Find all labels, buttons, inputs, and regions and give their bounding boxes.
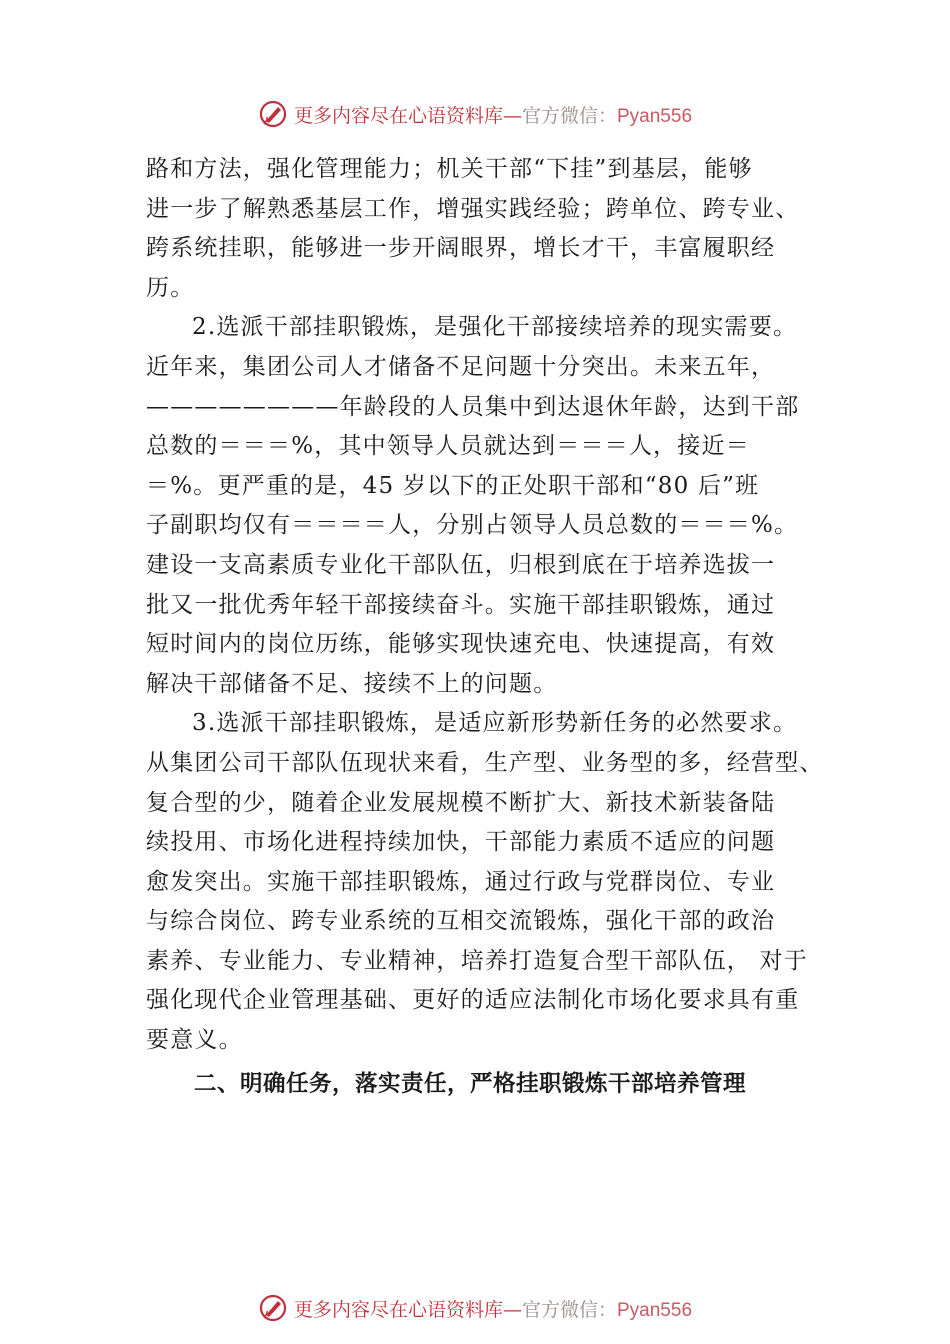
text-line: 历。 bbox=[146, 274, 195, 301]
text-line: 进一步了解熟悉基层工作，增强实践经验；跨单位、跨专业、 bbox=[146, 195, 800, 222]
text-line: 子副职均仅有＝＝＝＝人，分别占领导人员总数的＝＝＝%。 bbox=[146, 512, 799, 539]
footer-watermark-wechat: Pyan556 bbox=[617, 1299, 693, 1321]
text-line: 路和方法，强化管理能力；机关干部“下挂”到基层，能够 bbox=[146, 156, 753, 182]
text-line: 与综合岗位、跨专业系统的互相交流锻炼，强化干部的政治 bbox=[146, 908, 776, 935]
document-body bbox=[146, 150, 826, 1104]
header-watermark-separator: — bbox=[502, 104, 522, 127]
text-line: ————————年龄段的人员集中到达退休年龄，达到干部 bbox=[146, 393, 800, 420]
quill-logo-icon bbox=[258, 99, 288, 129]
footer-watermark-label: 官方微信： bbox=[521, 1298, 617, 1321]
text-line: 短时间内的岗位历练，能够实现快速充电、快速提高，有效 bbox=[146, 631, 776, 658]
text-line: 总数的＝＝＝%，其中领导人员就达到＝＝＝人，接近＝ bbox=[146, 433, 750, 460]
text-line: 复合型的少，随着企业发展规模不断扩大、新技术新装备陆 bbox=[146, 789, 776, 816]
text-line: 强化现代企业管理基础、更好的适应法制化市场化要求具有重 bbox=[146, 987, 800, 1014]
footer-watermark bbox=[0, 1288, 950, 1328]
text-line: 3.选派干部挂职锻炼，是适应新形势新任务的必然要求。 bbox=[192, 710, 798, 737]
text-line: 愈发突出。实施干部挂职锻炼，通过行政与党群岗位、专业 bbox=[146, 868, 776, 895]
header-watermark-wechat: Pyan556 bbox=[617, 105, 693, 127]
header-watermark bbox=[0, 94, 950, 134]
paragraph-lines bbox=[146, 150, 826, 1061]
text-line: 2.选派干部挂职锻炼，是强化干部接续培养的现实需要。 bbox=[192, 314, 798, 341]
text-line: 建设一支高素质专业化干部队伍，归根到底在于培养选拔一 bbox=[146, 551, 776, 578]
footer-watermark-separator: — bbox=[502, 1298, 522, 1321]
text-line: 从集团公司干部队伍现状来看，生产型、业务型的多，经营型、 bbox=[146, 749, 824, 776]
text-line: ＝%。更严重的是，45 岁以下的正处职干部和“80 后”班 bbox=[146, 472, 760, 499]
header-watermark-label: 官方微信： bbox=[521, 104, 617, 127]
text-line: 批又一批优秀年轻干部接续奋斗。实施干部挂职锻炼，通过 bbox=[146, 591, 776, 618]
text-line: 要意义。 bbox=[146, 1027, 243, 1054]
text-line: 素养、专业能力、专业精神，培养打造复合型干部队伍， 对于 bbox=[146, 947, 808, 974]
text-line: 解决干部储备不足、接续不上的问题。 bbox=[146, 670, 558, 697]
text-line: 近年来，集团公司人才储备不足问题十分突出。未来五年， bbox=[146, 353, 776, 380]
quill-logo-icon bbox=[258, 1293, 288, 1323]
text-line: 跨系统挂职，能够进一步开阔眼界，增长才干，丰富履职经 bbox=[146, 235, 776, 262]
text-line: 续投用、市场化进程持续加快，干部能力素质不适应的问题 bbox=[146, 829, 776, 856]
section-heading: 二、明确任务，落实责任，严格挂职锻炼干部培养管理 bbox=[194, 1070, 747, 1097]
header-watermark-text: 更多内容尽在心语资料库 bbox=[293, 104, 503, 127]
footer-watermark-text: 更多内容尽在心语资料库 bbox=[293, 1298, 503, 1321]
